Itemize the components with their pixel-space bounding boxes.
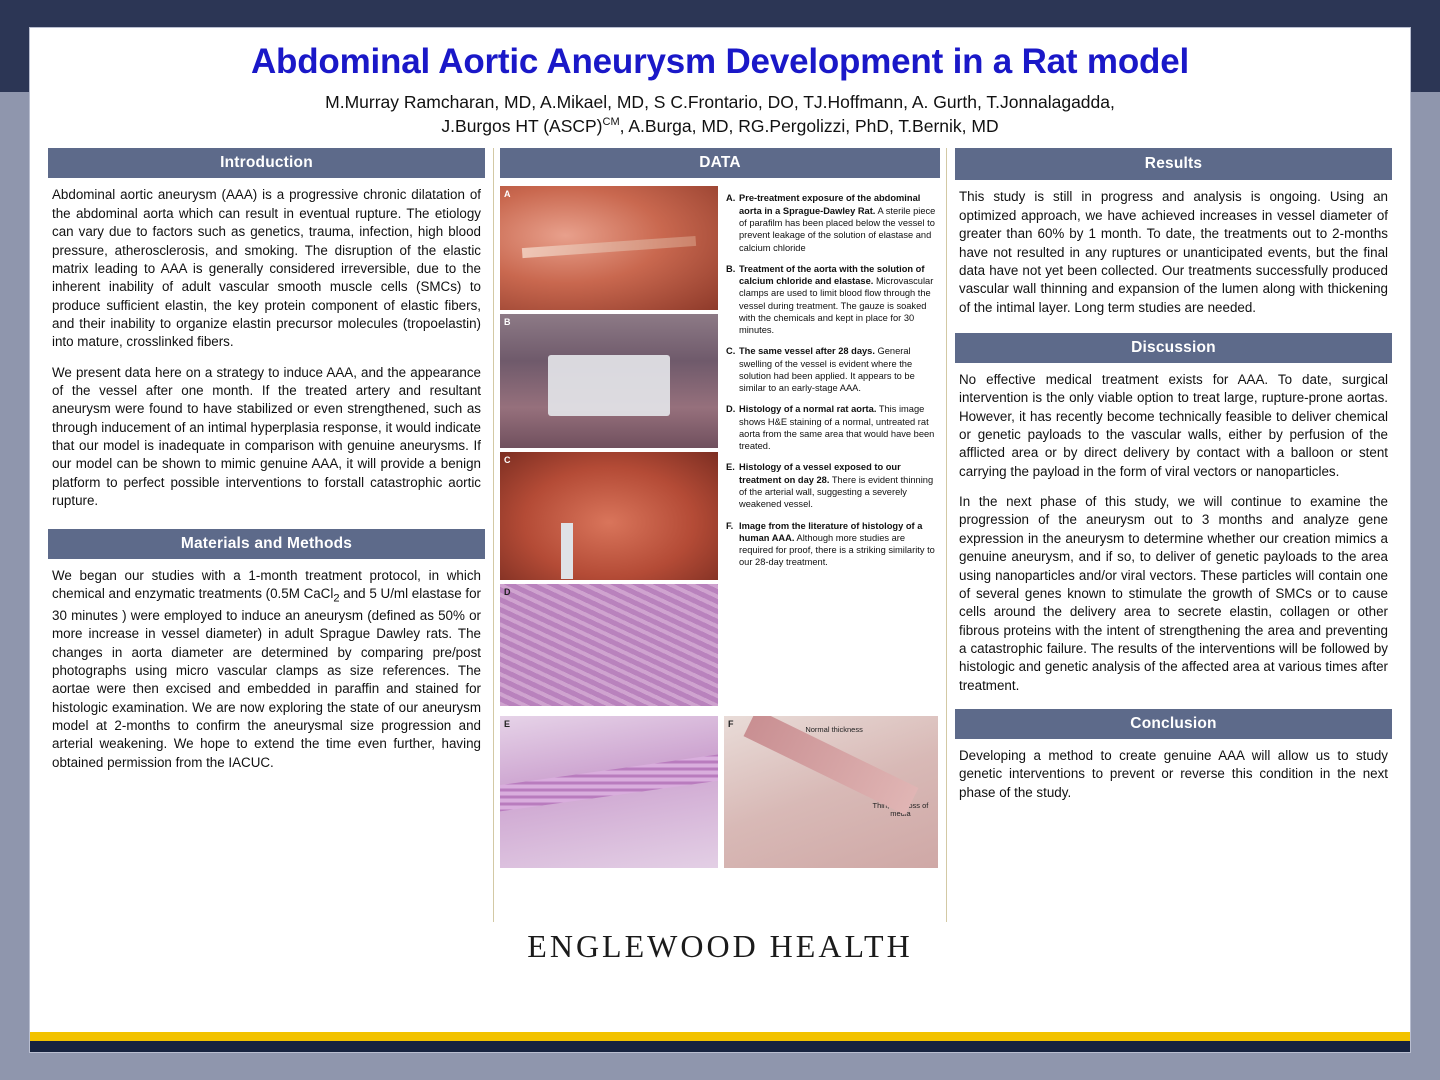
author-line-2-post: , A.Burga, MD, RG.Pergolizzi, PhD, T.Bernik, MD bbox=[619, 115, 999, 136]
introduction-paragraph-2: We present data here on a strategy to induce AAA, and the appearance of the vessel after one month. If the treated artery and resultant aneurysm were found to have stabilized or even strengthened, such as through inducement of an intimal hyperplasia response, it would indicate that our model is inadequate in comparison with genuine aneurysms. If our model can be shown to mimic genuine AAA, it will provide a benign platform to perfect possible interventions to forstall catastrophic aortic rupture. bbox=[52, 364, 481, 509]
figure-caption-c bbox=[726, 345, 940, 394]
results-paragraph-1: This study is still in progress and analysis is ongoing. Using an optimized approach, we have achieved increases in vessel diameter of greater than 60% by 1 month. To date, the treatments out to 2-months have not resulted in any ruptures or unanticipated events, but the final data have not yet been collected. Our treatments successfully produced vascular wall thinning and expansion of the lumen along with thickening of the intimal layer. Long term studies are needed. bbox=[959, 189, 1388, 315]
section-header-results: Results bbox=[955, 148, 1392, 180]
materials-text-b: and 5 U/ml elastase for 30 minutes ) were employed to induce an aneurysm (defined as 50% or more increase in vessel diameter) in adult Sprague Dawley rats. The changes in aorta diameter are determined by comparing pre/post photographs using micro vascular clamps as size references. The aortae were then excised and embedded in paraffin and stained for histologic examination. We are now exploring the state of our aneurysm model at 2-months to confirm the aneurysmal size progression and arterial weakening. We hope to extend the time even further, having obtained permission from the IACUC. bbox=[52, 585, 481, 770]
figure-caption-b-bold: Treatment of the aorta with the solution of calcium chloride and elastase. bbox=[739, 263, 925, 287]
figure-d-image bbox=[500, 584, 718, 706]
figure-caption-b-text: Microvascular clamps are used to limit blood flow through the vessel during treatment. The gauze is soaked with the chemicals and kept in place for 30 minutes. bbox=[739, 276, 934, 336]
section-header-conclusion: Conclusion bbox=[955, 709, 1392, 739]
figure-caption-a-body bbox=[739, 192, 940, 253]
figure-caption-f bbox=[726, 520, 940, 569]
figure-b-image bbox=[500, 314, 718, 448]
materials-text-a: We began our studies with a 1-month treatment protocol, in which chemical and enzymatic treatments (0.5M CaCl bbox=[52, 567, 481, 601]
conclusion-paragraph-1: Developing a method to create genuine AAA will allow us to study genetic interventions to prevent or reverse this condition in the next phase of the study. bbox=[959, 748, 1388, 800]
footer-accent-bar-navy bbox=[30, 1041, 1410, 1052]
figure-caption-d bbox=[726, 403, 940, 452]
figure-b-tag: B bbox=[504, 317, 511, 328]
discussion-body bbox=[955, 371, 1392, 695]
title-block bbox=[30, 28, 1410, 142]
figure-caption-a-bold: Pre-treatment exposure of the abdominal aorta in a Sprague-Dawley Rat. bbox=[739, 193, 921, 216]
figure-caption-e-bold: Histology of a vessel exposed to our treatment on day 28. bbox=[739, 462, 901, 485]
column-left bbox=[40, 148, 493, 922]
author-line-1: M.Murray Ramcharan, MD, A.Mikael, MD, S C.Frontario, DO, TJ.Hoffmann, A. Gurth, T.Jonnalagadda, bbox=[325, 92, 1115, 113]
results-body bbox=[955, 188, 1392, 317]
figure-caption-d-text: This image shows H&E staining of a normal, untreated rat aorta from the same area that would have been treated. bbox=[739, 404, 935, 452]
figure-e-image bbox=[500, 716, 718, 868]
figure-e-tag: E bbox=[504, 719, 511, 730]
figure-caption-b-body bbox=[739, 263, 940, 337]
figure-caption-c-letter: C. bbox=[726, 346, 736, 357]
figure-caption-e-letter: E. bbox=[726, 462, 735, 473]
figure-f-image bbox=[724, 716, 938, 868]
materials-body bbox=[48, 567, 485, 773]
figure-caption-a-text: A sterile piece of parafilm has been placed below the vessel to prevent leakage of the solution of elastase and calcium chloride bbox=[739, 205, 936, 253]
column-middle bbox=[493, 148, 947, 922]
figure-caption-f-text: Although more studies are required for proof, there is a striking similarity to our 28-day treatment. bbox=[739, 532, 935, 568]
figure-bottom-row bbox=[500, 716, 940, 872]
figure-caption-e bbox=[726, 461, 940, 510]
author-list bbox=[70, 91, 1370, 138]
figure-a-image bbox=[500, 186, 718, 310]
figure-f-annotation-normal-thickness: Normal thickness bbox=[805, 724, 863, 734]
figure-caption-c-body bbox=[739, 345, 940, 394]
section-header-introduction: Introduction bbox=[48, 148, 485, 178]
discussion-paragraph-1: No effective medical treatment exists for AAA. To date, surgical intervention is the only viable option to treat large, rupture-prone aortas. However, it has recently become technically feasible to deliver chemical or genetic payloads to the vascular walls, either by perfusion of the afflicted area or by direct delivery by contact with a balloon or stent carrying the payload in the form of viral vectors or nanoparticles. bbox=[959, 371, 1388, 479]
figure-caption-column bbox=[726, 186, 940, 710]
discussion-paragraph-2: In the next phase of this study, we will continue to examine the progression of the aneurysm out to 3 months and analyze gene expression in the aneurysm to determine whether our creation mimics a genuine aneurysm, and if so, to deliver of genetic payloads to the area using nanoparticles and/or viral vectors. These particles will contain one of several genes known to stimulate the growth of SMCs or to cause cells around the delivery area to secrete elastin, collagen or other fibrous proteins with the intent of strengthening the area and preventing a catastrophic failure. The results of the interventions will be followed by histologic and genetic analysis of the affected area at various times after treatment. bbox=[959, 494, 1388, 693]
conclusion-body bbox=[955, 747, 1392, 802]
organization-logo: ENGLEWOOD HEALTH bbox=[527, 928, 913, 965]
figure-caption-d-letter: D. bbox=[726, 404, 736, 415]
materials-subscript: 2 bbox=[333, 592, 340, 605]
figure-caption-f-body bbox=[739, 520, 940, 569]
footer-bars bbox=[30, 1032, 1410, 1052]
figure-image-column bbox=[500, 186, 718, 710]
poster-canvas bbox=[30, 28, 1410, 1052]
figure-f-annotation-thin-media: Thin, with loss of media bbox=[872, 800, 929, 819]
figure-caption-a-letter: A. bbox=[726, 193, 736, 204]
figure-c-image bbox=[500, 452, 718, 580]
figure-caption-d-body bbox=[739, 403, 940, 452]
footer-accent-bar-yellow bbox=[30, 1032, 1410, 1041]
data-figures-and-captions bbox=[500, 186, 940, 710]
figure-caption-e-text: There is evident thinning of the arterial wall, suggesting a severely weakened vessel. bbox=[739, 474, 934, 510]
author-line-2 bbox=[70, 115, 1370, 139]
author-line-2-pre: J.Burgos HT (ASCP) bbox=[441, 115, 603, 136]
introduction-paragraph-1: Abdominal aortic aneurysm (AAA) is a progressive chronic dilatation of the abdominal aorta which can result in eventual rupture. The etiology can vary due to factors such as genetics, trauma, infection, high blood pressure, atherosclerosis, and smoking. The disruption of the elastic matrix leading to AAA is generally considered irreversible, due to the inherent inability of adult vascular smooth muscle cells (SMCs) to produce sufficient elastin, the key protein component of elastic fibers, and their inability to organize elastin precursor molecules (tropoelastin) into mature, crosslinked fibers. bbox=[52, 187, 481, 350]
figure-d-tag: D bbox=[504, 587, 511, 598]
author-credential-superscript: CM bbox=[602, 115, 620, 128]
introduction-body bbox=[48, 186, 485, 510]
figure-caption-e-body bbox=[739, 461, 940, 510]
section-header-discussion: Discussion bbox=[955, 333, 1392, 363]
section-header-materials-and-methods: Materials and Methods bbox=[48, 529, 485, 559]
figure-caption-b bbox=[726, 263, 940, 337]
poster-columns bbox=[30, 142, 1410, 922]
figure-a-tag: A bbox=[504, 189, 511, 200]
figure-f-tag: F bbox=[728, 719, 734, 730]
materials-paragraph-1 bbox=[52, 567, 481, 773]
figure-caption-f-bold: Image from the literature of histology of a human AAA. bbox=[739, 520, 923, 543]
page-title: Abdominal Aortic Aneurysm Development in a Rat model bbox=[250, 42, 1189, 81]
figure-caption-c-bold: The same vessel after 28 days. bbox=[739, 346, 875, 357]
figure-caption-d-bold: Histology of a normal rat aorta. bbox=[739, 404, 877, 415]
figure-caption-b-letter: B. bbox=[726, 263, 736, 274]
figure-c-tag: C bbox=[504, 455, 511, 466]
figure-caption-c-text: General swelling of the vessel is evident where the solution had been applied. It appears to be similar to an early-stage AAA. bbox=[739, 346, 915, 394]
figure-caption-a bbox=[726, 192, 940, 253]
column-right bbox=[947, 148, 1400, 922]
section-header-data: DATA bbox=[500, 148, 940, 178]
figure-caption-f-letter: F. bbox=[726, 520, 734, 531]
